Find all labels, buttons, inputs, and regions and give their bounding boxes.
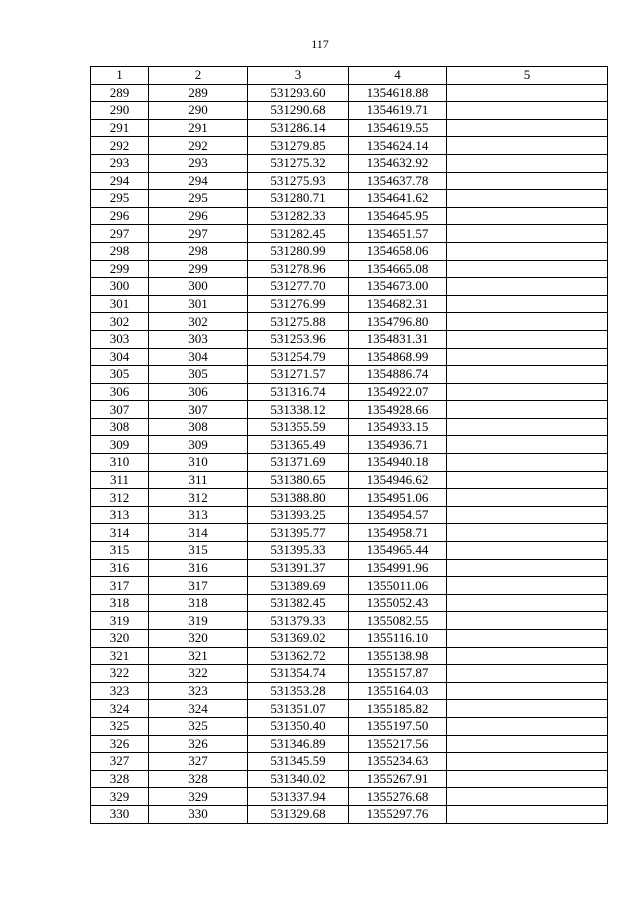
table-cell: 329 xyxy=(149,788,248,806)
table-cell xyxy=(447,471,608,489)
table-cell xyxy=(447,190,608,208)
table-cell: 325 xyxy=(91,717,149,735)
table-cell: 311 xyxy=(91,471,149,489)
table-cell: 531362.72 xyxy=(248,647,349,665)
table-cell: 299 xyxy=(91,260,149,278)
table-cell: 295 xyxy=(149,190,248,208)
table-cell: 300 xyxy=(149,278,248,296)
table-cell: 296 xyxy=(149,207,248,225)
table-cell: 293 xyxy=(91,154,149,172)
table-cell xyxy=(447,700,608,718)
table-cell: 298 xyxy=(149,242,248,260)
table-cell xyxy=(447,172,608,190)
table-cell: 289 xyxy=(91,84,149,102)
table-row xyxy=(91,682,608,700)
table-cell: 290 xyxy=(149,102,248,120)
table-cell: 1354954.57 xyxy=(349,506,447,524)
table-row xyxy=(91,471,608,489)
table-cell: 303 xyxy=(91,330,149,348)
table-row xyxy=(91,647,608,665)
table-cell: 1354928.66 xyxy=(349,401,447,419)
table-cell xyxy=(447,401,608,419)
column-header: 2 xyxy=(149,67,248,85)
table-cell xyxy=(447,225,608,243)
table-cell: 291 xyxy=(149,119,248,137)
table-cell: 1355157.87 xyxy=(349,665,447,683)
table-cell xyxy=(447,594,608,612)
table-cell xyxy=(447,717,608,735)
table-cell: 1354965.44 xyxy=(349,542,447,560)
table-cell: 531365.49 xyxy=(248,436,349,454)
table-row xyxy=(91,506,608,524)
table-cell: 531382.45 xyxy=(248,594,349,612)
table-row xyxy=(91,630,608,648)
table-cell: 531253.96 xyxy=(248,330,349,348)
table-cell: 302 xyxy=(149,313,248,331)
table-cell: 318 xyxy=(91,594,149,612)
table-cell: 310 xyxy=(149,454,248,472)
table-cell xyxy=(447,260,608,278)
table-cell xyxy=(447,647,608,665)
table-cell: 531282.33 xyxy=(248,207,349,225)
table-cell: 327 xyxy=(91,753,149,771)
table-cell: 531337.94 xyxy=(248,788,349,806)
table-cell: 531277.70 xyxy=(248,278,349,296)
table-cell: 291 xyxy=(91,119,149,137)
table-cell: 531350.40 xyxy=(248,717,349,735)
table-cell: 1354936.71 xyxy=(349,436,447,454)
table-cell: 531389.69 xyxy=(248,577,349,595)
table-row xyxy=(91,383,608,401)
table-cell: 289 xyxy=(149,84,248,102)
page-number: 117 xyxy=(311,37,329,51)
table-cell: 330 xyxy=(91,805,149,823)
table-cell: 306 xyxy=(91,383,149,401)
table-cell: 296 xyxy=(91,207,149,225)
table-cell: 321 xyxy=(149,647,248,665)
table-row xyxy=(91,594,608,612)
table-cell: 305 xyxy=(91,366,149,384)
table-row xyxy=(91,172,608,190)
table-cell: 309 xyxy=(91,436,149,454)
table-cell: 1354796.80 xyxy=(349,313,447,331)
table-cell: 316 xyxy=(91,559,149,577)
table-cell xyxy=(447,665,608,683)
table-cell: 330 xyxy=(149,805,248,823)
table-cell: 1355116.10 xyxy=(349,630,447,648)
table-cell: 531280.71 xyxy=(248,190,349,208)
table-cell: 1354922.07 xyxy=(349,383,447,401)
table-cell: 307 xyxy=(91,401,149,419)
table-cell xyxy=(447,612,608,630)
table-cell: 323 xyxy=(91,682,149,700)
table-cell: 1355185.82 xyxy=(349,700,447,718)
table-row xyxy=(91,735,608,753)
table-row xyxy=(91,295,608,313)
table-cell: 1354632.92 xyxy=(349,154,447,172)
table-cell: 531395.33 xyxy=(248,542,349,560)
table-row xyxy=(91,770,608,788)
table-cell xyxy=(447,770,608,788)
table-cell: 531276.99 xyxy=(248,295,349,313)
table-cell: 531282.45 xyxy=(248,225,349,243)
table-cell: 1355052.43 xyxy=(349,594,447,612)
table-cell: 531290.68 xyxy=(248,102,349,120)
table-cell: 531275.93 xyxy=(248,172,349,190)
table-cell xyxy=(447,436,608,454)
table-cell: 531345.59 xyxy=(248,753,349,771)
table-cell: 321 xyxy=(91,647,149,665)
table-cell: 1354933.15 xyxy=(349,418,447,436)
table-cell: 1355276.68 xyxy=(349,788,447,806)
table-cell xyxy=(447,682,608,700)
table-row xyxy=(91,260,608,278)
table-cell: 326 xyxy=(149,735,248,753)
table-cell: 308 xyxy=(91,418,149,436)
table-cell: 1354958.71 xyxy=(349,524,447,542)
table-row xyxy=(91,242,608,260)
table-cell: 1355138.98 xyxy=(349,647,447,665)
table-cell: 295 xyxy=(91,190,149,208)
table-cell: 307 xyxy=(149,401,248,419)
table-row xyxy=(91,119,608,137)
column-header: 4 xyxy=(349,67,447,85)
table-row xyxy=(91,137,608,155)
table-cell: 1354637.78 xyxy=(349,172,447,190)
table-cell: 531275.32 xyxy=(248,154,349,172)
table-cell: 1354831.31 xyxy=(349,330,447,348)
table-cell: 531355.59 xyxy=(248,418,349,436)
table-cell: 299 xyxy=(149,260,248,278)
table-row xyxy=(91,788,608,806)
table-cell: 531271.57 xyxy=(248,366,349,384)
table-cell: 1355011.06 xyxy=(349,577,447,595)
table-cell: 322 xyxy=(149,665,248,683)
table-cell: 1355297.76 xyxy=(349,805,447,823)
table-row xyxy=(91,313,608,331)
table-cell: 531391.37 xyxy=(248,559,349,577)
table-cell: 531369.02 xyxy=(248,630,349,648)
column-header: 1 xyxy=(91,67,149,85)
table-row xyxy=(91,84,608,102)
table-cell: 531293.60 xyxy=(248,84,349,102)
table-cell: 317 xyxy=(91,577,149,595)
table-cell: 319 xyxy=(149,612,248,630)
table-cell: 301 xyxy=(149,295,248,313)
table-cell: 300 xyxy=(91,278,149,296)
table-cell: 302 xyxy=(91,313,149,331)
table-cell: 1354619.55 xyxy=(349,119,447,137)
table-cell: 1354886.74 xyxy=(349,366,447,384)
table-cell xyxy=(447,735,608,753)
table-cell xyxy=(447,207,608,225)
table-cell xyxy=(447,383,608,401)
column-header: 5 xyxy=(447,67,608,85)
table-cell: 1355267.91 xyxy=(349,770,447,788)
table-row xyxy=(91,401,608,419)
table-body xyxy=(91,84,608,823)
table-cell: 531279.85 xyxy=(248,137,349,155)
table-cell xyxy=(447,805,608,823)
table-cell: 531254.79 xyxy=(248,348,349,366)
table-cell: 1354658.06 xyxy=(349,242,447,260)
table-cell: 301 xyxy=(91,295,149,313)
column-header: 3 xyxy=(248,67,349,85)
table-cell: 1354665.08 xyxy=(349,260,447,278)
table-cell: 297 xyxy=(149,225,248,243)
table-cell xyxy=(447,454,608,472)
table-row xyxy=(91,665,608,683)
table-cell: 1354641.62 xyxy=(349,190,447,208)
table-cell: 304 xyxy=(149,348,248,366)
table-cell: 298 xyxy=(91,242,149,260)
table-cell xyxy=(447,542,608,560)
table-cell: 1354951.06 xyxy=(349,489,447,507)
table-cell xyxy=(447,278,608,296)
table-cell: 318 xyxy=(149,594,248,612)
table-cell xyxy=(447,348,608,366)
table-cell: 531338.12 xyxy=(248,401,349,419)
table-row xyxy=(91,542,608,560)
table-row xyxy=(91,207,608,225)
table-cell xyxy=(447,418,608,436)
table-row xyxy=(91,577,608,595)
table-cell: 531395.77 xyxy=(248,524,349,542)
table-cell: 312 xyxy=(91,489,149,507)
table-cell: 1355082.55 xyxy=(349,612,447,630)
table-cell xyxy=(447,330,608,348)
table-cell: 1355217.56 xyxy=(349,735,447,753)
table-cell: 1354946.62 xyxy=(349,471,447,489)
table-cell: 313 xyxy=(149,506,248,524)
table-cell: 1354868.99 xyxy=(349,348,447,366)
table-cell: 329 xyxy=(91,788,149,806)
table-cell xyxy=(447,137,608,155)
table-cell: 531275.88 xyxy=(248,313,349,331)
table-cell: 292 xyxy=(149,137,248,155)
table-cell: 319 xyxy=(91,612,149,630)
table-row xyxy=(91,805,608,823)
table-cell: 327 xyxy=(149,753,248,771)
table-cell: 1354624.14 xyxy=(349,137,447,155)
table-cell: 531393.25 xyxy=(248,506,349,524)
table-row xyxy=(91,278,608,296)
table-cell: 531353.28 xyxy=(248,682,349,700)
table-cell: 320 xyxy=(91,630,149,648)
table-cell: 531351.07 xyxy=(248,700,349,718)
table-cell xyxy=(447,84,608,102)
table-cell: 314 xyxy=(149,524,248,542)
table-cell: 326 xyxy=(91,735,149,753)
table-row xyxy=(91,489,608,507)
table-row xyxy=(91,102,608,120)
table-cell: 1354682.31 xyxy=(349,295,447,313)
table-cell: 304 xyxy=(91,348,149,366)
table-cell: 311 xyxy=(149,471,248,489)
table-cell: 1355197.50 xyxy=(349,717,447,735)
table-row xyxy=(91,418,608,436)
table-row xyxy=(91,154,608,172)
table-cell xyxy=(447,577,608,595)
table-row xyxy=(91,436,608,454)
table-cell: 328 xyxy=(91,770,149,788)
table-cell: 1355234.63 xyxy=(349,753,447,771)
table-row xyxy=(91,717,608,735)
table-cell xyxy=(447,559,608,577)
table-cell: 317 xyxy=(149,577,248,595)
table-cell: 315 xyxy=(149,542,248,560)
table-cell: 531316.74 xyxy=(248,383,349,401)
table-row xyxy=(91,559,608,577)
table-cell xyxy=(447,102,608,120)
table-cell: 1354645.95 xyxy=(349,207,447,225)
table-header-row xyxy=(91,67,608,85)
table-row xyxy=(91,753,608,771)
table-cell: 313 xyxy=(91,506,149,524)
coordinates-table xyxy=(90,66,608,824)
table-cell: 292 xyxy=(91,137,149,155)
table-row xyxy=(91,348,608,366)
table-row xyxy=(91,366,608,384)
table-row xyxy=(91,225,608,243)
table-cell xyxy=(447,753,608,771)
table-row xyxy=(91,524,608,542)
table-cell xyxy=(447,313,608,331)
table-cell: 294 xyxy=(91,172,149,190)
table-cell xyxy=(447,630,608,648)
table-cell: 531346.89 xyxy=(248,735,349,753)
table-cell: 322 xyxy=(91,665,149,683)
table-cell: 324 xyxy=(91,700,149,718)
table-cell: 305 xyxy=(149,366,248,384)
table-cell: 1354940.18 xyxy=(349,454,447,472)
table-cell xyxy=(447,366,608,384)
table-cell: 309 xyxy=(149,436,248,454)
table-row xyxy=(91,190,608,208)
table-cell: 310 xyxy=(91,454,149,472)
table-cell: 306 xyxy=(149,383,248,401)
table-cell: 316 xyxy=(149,559,248,577)
table-cell: 531340.02 xyxy=(248,770,349,788)
table-cell xyxy=(447,154,608,172)
table-cell: 294 xyxy=(149,172,248,190)
table-cell: 293 xyxy=(149,154,248,172)
table-row xyxy=(91,454,608,472)
table-cell: 531286.14 xyxy=(248,119,349,137)
table-cell xyxy=(447,489,608,507)
table-cell: 531278.96 xyxy=(248,260,349,278)
table-cell: 1355164.03 xyxy=(349,682,447,700)
table-cell: 312 xyxy=(149,489,248,507)
table-cell: 531371.69 xyxy=(248,454,349,472)
table-cell: 308 xyxy=(149,418,248,436)
table-cell: 320 xyxy=(149,630,248,648)
table-cell xyxy=(447,242,608,260)
table-cell xyxy=(447,295,608,313)
table-cell: 531354.74 xyxy=(248,665,349,683)
table-cell: 531379.33 xyxy=(248,612,349,630)
table-cell xyxy=(447,119,608,137)
table-cell: 323 xyxy=(149,682,248,700)
table-cell: 303 xyxy=(149,330,248,348)
table-cell: 531388.80 xyxy=(248,489,349,507)
table-cell: 315 xyxy=(91,542,149,560)
table-cell: 297 xyxy=(91,225,149,243)
table-cell: 531329.68 xyxy=(248,805,349,823)
table-cell: 290 xyxy=(91,102,149,120)
table-cell: 1354619.71 xyxy=(349,102,447,120)
table-cell xyxy=(447,506,608,524)
table-cell: 325 xyxy=(149,717,248,735)
table-cell: 1354651.57 xyxy=(349,225,447,243)
table-cell: 531280.99 xyxy=(248,242,349,260)
table-cell: 1354618.88 xyxy=(349,84,447,102)
table-cell xyxy=(447,788,608,806)
table-cell: 324 xyxy=(149,700,248,718)
table-row xyxy=(91,612,608,630)
table-row xyxy=(91,700,608,718)
table-cell: 1354991.96 xyxy=(349,559,447,577)
table-cell: 1354673.00 xyxy=(349,278,447,296)
table-cell: 328 xyxy=(149,770,248,788)
table-cell: 314 xyxy=(91,524,149,542)
table-cell: 531380.65 xyxy=(248,471,349,489)
table-cell xyxy=(447,524,608,542)
table-row xyxy=(91,330,608,348)
